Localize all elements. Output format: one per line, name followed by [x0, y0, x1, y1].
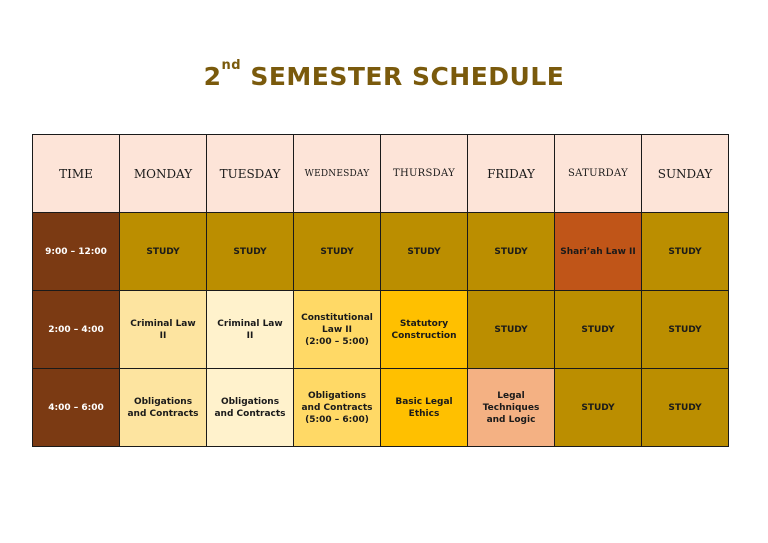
header-time: TIME [33, 135, 120, 213]
header-friday: FRIDAY [468, 135, 555, 213]
schedule-row-evening [33, 369, 729, 447]
cell-line: STUDY [233, 246, 267, 257]
cell-line: Statutory [399, 318, 449, 329]
schedule-cell [555, 291, 642, 369]
schedule-cell [642, 291, 729, 369]
schedule-cell [207, 291, 294, 369]
schedule-row-afternoon [33, 291, 729, 369]
time-label: 4:00 – 6:00 [48, 402, 104, 413]
cell-line: Obligations [220, 396, 280, 407]
schedule-cell [294, 213, 381, 291]
schedule-cell [468, 213, 555, 291]
page-title [0, 58, 768, 91]
schedule-cell [120, 369, 207, 447]
cell-line: Techniques [482, 402, 540, 413]
cell-line: Constitutional [301, 312, 373, 323]
cell-line: Criminal Law [217, 318, 283, 329]
cell-line: STUDY [668, 246, 702, 257]
schedule-cell [381, 291, 468, 369]
cell-line: Legal [497, 390, 525, 401]
cell-line: and Logic [486, 414, 536, 425]
header-thursday: THURSDAY [381, 135, 468, 213]
cell-line: STUDY [494, 246, 528, 257]
cell-line: II [159, 330, 167, 341]
title-ordinal: 2 [203, 62, 222, 91]
schedule-cell [468, 369, 555, 447]
schedule-cell [555, 213, 642, 291]
time-cell [33, 291, 120, 369]
title-text: SEMESTER SCHEDULE [250, 62, 565, 91]
time-cell [33, 369, 120, 447]
cell-line: Criminal Law [130, 318, 196, 329]
cell-line: STUDY [668, 324, 702, 335]
schedule-cell [642, 369, 729, 447]
cell-line: STUDY [581, 324, 615, 335]
cell-line: STUDY [668, 402, 702, 413]
cell-line: Obligations [133, 396, 193, 407]
cell-line: STUDY [407, 246, 441, 257]
schedule-cell [381, 213, 468, 291]
cell-line: Construction [391, 330, 457, 341]
cell-line: Shari’ah Law II [560, 246, 636, 257]
cell-line: STUDY [494, 324, 528, 335]
cell-line: STUDY [146, 246, 180, 257]
schedule-row-morning [33, 213, 729, 291]
time-label: 9:00 – 12:00 [45, 246, 107, 257]
schedule-table [32, 134, 729, 447]
schedule-cell [381, 369, 468, 447]
schedule-cell [642, 213, 729, 291]
cell-line: and Contracts [301, 402, 373, 413]
cell-line: (5:00 – 6:00) [305, 414, 369, 425]
schedule-cell [294, 369, 381, 447]
cell-line: Law II [322, 324, 352, 335]
time-cell [33, 213, 120, 291]
cell-line: Ethics [408, 408, 440, 419]
cell-line: STUDY [320, 246, 354, 257]
cell-line: Obligations [307, 390, 367, 401]
schedule-cell [294, 291, 381, 369]
schedule-cell [468, 291, 555, 369]
cell-line: and Contracts [214, 408, 286, 419]
header-sunday: SUNDAY [642, 135, 729, 213]
cell-line: Basic Legal [395, 396, 453, 407]
header-wednesday: WEDNESDAY [294, 135, 381, 213]
header-monday: MONDAY [120, 135, 207, 213]
cell-line: and Contracts [127, 408, 199, 419]
schedule-cell [555, 369, 642, 447]
schedule-cell [207, 213, 294, 291]
header-row [33, 135, 729, 213]
title-ordinal-suffix: nd [221, 58, 242, 73]
cell-line: (2:00 – 5:00) [305, 336, 369, 347]
header-saturday: SATURDAY [555, 135, 642, 213]
cell-line: STUDY [581, 402, 615, 413]
header-tuesday: TUESDAY [207, 135, 294, 213]
cell-line: II [246, 330, 254, 341]
schedule-cell [120, 213, 207, 291]
time-label: 2:00 – 4:00 [48, 324, 104, 335]
schedule-cell [207, 369, 294, 447]
schedule-cell [120, 291, 207, 369]
